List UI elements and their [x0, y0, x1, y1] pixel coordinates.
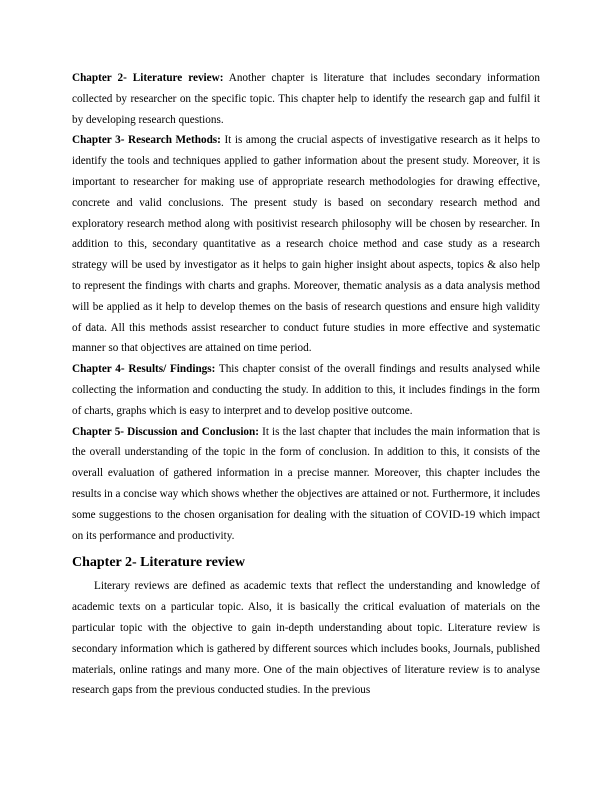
chapter-3-summary: [72, 130, 540, 359]
chapter-2-text: Another chapter is literature that includes secondary information collected by researcher on the specific topic. This chapter help to identify the research gap and fulfil it by developing research questions.: [72, 72, 540, 126]
literature-review-paragraph: Literary reviews are defined as academic texts that reflect the understanding and knowledge of academic texts on a particular topic. Also, it is basically the critical evaluation of materials on the particular topic with the objective to gain in-depth understanding about topic. Literature review is secondary information which is gathered by different sources which includes books, Journals, published materials, online ratings and many more. One of the main objectives of literature review is to analyse research gaps from the previous conducted studies. In the previous: [72, 580, 540, 697]
chapter-4-text: This chapter consist of the overall findings and results analysed while collecting the information and conducting the study. In addition to this, it includes findings in the form of charts, graphs which is easy to interpret and to develop positive outcome.: [72, 363, 540, 417]
chapter-2-summary: [72, 68, 540, 130]
chapter-4-summary: [72, 359, 540, 421]
chapter-2-lead: Chapter 2- Literature review:: [72, 72, 224, 84]
chapter-3-lead: Chapter 3- Research Methods:: [72, 134, 221, 147]
section-heading: Chapter 2- Literature review: [72, 555, 246, 571]
chapter-5-lead: Chapter 5- Discussion and Conclusion:: [72, 425, 259, 438]
chapter-4-lead: Chapter 4- Results/ Findings:: [72, 363, 216, 376]
document-page: [72, 68, 540, 701]
chapter-3-text: It is among the crucial aspects of investigative research as it helps to identify the tools and techniques applied to gather information about the present study. Moreover, it is important to researcher for making use of appropriate research methodologies for drawing effective, concrete and valid conclusions. The present study is based on secondary research method and exploratory research method along with positivist research philosophy will be chosen by researcher. In addition to this, secondary quantitative as a research choice method and case study as a research strategy will be used by investigator as it helps to gain higher insight about aspects, topics & also help to represent the findings with charts and graphs. Moreover, thematic analysis as a data analysis method will be applied as it help to develop themes on the basis of research questions and ensure high validity of data. All this methods assist researcher to conduct future studies in more effective and systematic manner so that objectives are attained on time period.: [72, 134, 541, 355]
chapter-5-text: It is the last chapter that includes the main information that is the overall understanding of the topic in the form of conclusion. In addition to this, it consists of the overall evaluation of gathered information in a precise manner. Moreover, this chapter includes the results in a concise way which shows whether the objectives are attained or not. Furthermore, it includes some suggestions to the chosen organisation for dealing with the situation of COVID-19 which impact on its performance and productivity.: [72, 425, 540, 542]
chapter-5-summary: [72, 422, 540, 547]
